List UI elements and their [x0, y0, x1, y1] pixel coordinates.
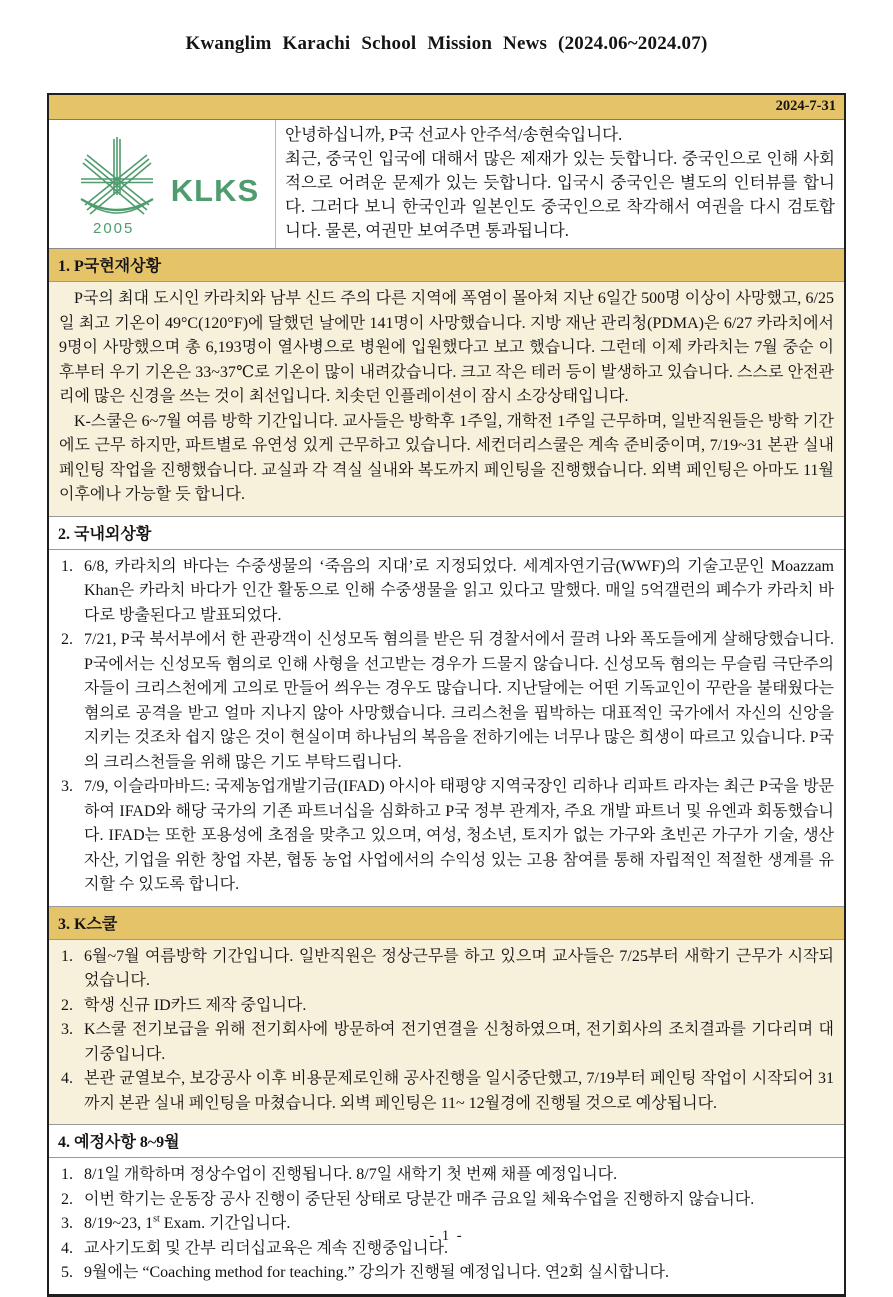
item-text-pre: 8/19~23, 1	[84, 1215, 154, 1232]
list-item	[59, 1018, 834, 1067]
item-number: 3.	[61, 1215, 73, 1232]
item-text-superscript: st	[153, 1213, 160, 1225]
section-4-heading: 4. 예정사항 8~9월	[49, 1125, 844, 1158]
section-1-body	[49, 282, 844, 517]
item-text-post: Exam. 기간입니다.	[159, 1215, 291, 1232]
item-text: 8/1일 개학하며 정상수업이 진행됩니다. 8/7일 새학기 첫 번째 채플 예정입니다.	[84, 1166, 618, 1183]
list-item	[59, 628, 834, 775]
item-number: 4.	[61, 1070, 73, 1087]
list-item	[59, 1261, 834, 1286]
item-number: 1.	[61, 1166, 73, 1183]
section-2-heading: 2. 국내외상황	[49, 517, 844, 550]
item-text: 교사기도회 및 간부 리더십교육은 계속 진행중입니다.	[84, 1239, 449, 1257]
item-text: 7/9, 이슬라마바드: 국제농업개발기금(IFAD) 아시아 태평양 지역국장인 리하나 리파트 라자는 최근 P국을 방문하여 IFAD와 해당 국가의 기존 파트너십을 심화하고 P국 정부 관계자, 주요 개발 파트너 및 유엔과 회동했습니다. IFAD는 또한 포용성에 초점을 맞추고 있으며, 여성, 청소년, 토지가 없는 가구와 초빈곤 가구가 기술, 생산 자산, 기업을 위한 창업 자본, 협동 농업 사업에서의 수익성 있는 고용 참여를 통해 자립적인 적절한 생계를 유지할 수 있도록 합니다.	[84, 778, 834, 893]
list-item	[59, 1188, 834, 1213]
issue-date: 2024-7-31	[49, 95, 844, 120]
section-3-body	[49, 940, 844, 1126]
section-4-body	[49, 1158, 844, 1294]
item-number: 3.	[61, 1021, 73, 1038]
list-item	[59, 775, 834, 898]
page-title: Kwanglim Karachi School Mission News (2024.06~2024.07)	[185, 33, 708, 54]
item-number: 2.	[61, 1190, 73, 1208]
tree-book-icon	[65, 133, 169, 235]
list-item	[59, 945, 834, 994]
item-number: 4.	[61, 1239, 73, 1257]
item-number: 5.	[61, 1264, 73, 1281]
list-item	[59, 1067, 834, 1116]
item-number: 1.	[61, 557, 73, 575]
item-text: 본관 균열보수, 보강공사 이후 비용문제로인해 공사진행을 일시중단했고, 7/19부터 페인팅 작업이 시작되어 31까지 본관 실내 페인팅을 마쳤습니다. 외벽 페인팅은 11~ 12월경에 진행될 것으로 예상됩니다.	[84, 1070, 834, 1112]
item-number: 1.	[61, 947, 73, 965]
item-text: 9월에는 “Coaching method for teaching.” 강의가 진행될 예정입니다. 연2회 실시합니다.	[84, 1264, 669, 1281]
page-number: - 1 -	[429, 1228, 464, 1244]
list-item	[59, 1163, 834, 1188]
section-1-paragraph: P국의 최대 도시인 카라치와 남부 신드 주의 다른 지역에 폭염이 몰아쳐 지난 6일간 500명 이상이 사망했고, 6/25일 최고 기온이 49°C(120°F)에 달했던 날에만 141명이 사망했습니다. 지방 재난 관리청(PDMA)은 6/27 카라치에서 9명이 사망했으며 총 6,193명이 열사병으로 병원에 입원했다고 보고 했습니다. 그런데 이제 카라치는 7월 중순 이후부터 우기 기온은 33~37℃로 기온이 많이 내려갔습니다. 크고 작은 테러 등이 발생하고 있습니다. 스스로 안전관리에 많은 신경을 쓰는 것이 최선입니다. 치솟던 인플레이션이 잠시 소강상태입니다.	[59, 290, 834, 405]
item-number: 2.	[61, 996, 73, 1014]
greeting-line1: 안녕하십니까, P국 선교사 안주석/송현숙입니다.	[285, 125, 623, 144]
item-text: 7/21, P국 북서부에서 한 관광객이 신성모독 혐의를 받은 뒤 경찰서에서 끌려 나와 폭도들에게 살해당했습니다. P국에서는 신성모독 혐의로 인해 사형을 선고받는 경우가 드물지 않습니다. 신성모독 혐의는 무슬림 극단주의자들이 크리스천에게 고의로 만들어 씌우는 경우도 많습니다. 지난달에는 어떤 기독교인이 꾸란을 불태웠다는 혐의로 공격을 받고 얼마 지나지 않아 사망했습니다. 크리스천을 핍박하는 대표적인 국가에서 자신의 신앙을 지키는 것조차 쉽지 않은 것이 현실이며 하나님의 복음을 전하기에는 너무나 많은 희생이 따르고 있습니다. P국의 크리스천들을 위해 많은 기도 부탁드립니다.	[84, 631, 834, 771]
logo-wordmark: KLKS	[170, 173, 260, 208]
item-number: 2.	[61, 631, 73, 648]
greeting-body: 최근, 중국인 입국에 대해서 많은 제재가 있는 듯합니다. 중국인으로 인해 사회적으로 어려운 문제가 있는 듯합니다. 입국시 중국인은 별도의 인터뷰를 합니다. 그러다 보니 한국인과 일본인도 중국인으로 착각해서 여권을 다시 검토합니다. 물론, 여권만 보여주면 통과됩니다.	[285, 149, 835, 240]
klks-logo	[65, 133, 259, 235]
logo-cell	[49, 120, 276, 248]
greeting-text	[276, 120, 844, 248]
section-2-body	[49, 550, 844, 907]
list-item	[59, 994, 834, 1019]
item-text: K스쿨 전기보급을 위해 전기회사에 방문하여 전기연결을 신청하였으며, 전기회사의 조치결과를 기다리며 대기중입니다.	[84, 1021, 834, 1063]
section-1-heading: 1. P국현재상황	[49, 249, 844, 282]
section-1-paragraph: K-스쿨은 6~7월 여름 방학 기간입니다. 교사들은 방학후 1주일, 개학전 1주일 근무하며, 일반직원들은 방학 기간에도 근무 하지만, 파트별로 유연성 있게 근무하고 있습니다. 세컨더리스쿨은 계속 준비중이며, 7/19~31 본관 실내 페인팅 작업을 진행했습니다. 교실과 각 격실 실내와 복도까지 페인팅을 진행했습니다. 외벽 페인팅은 아마도 11월 이후에나 가능할 듯 합니다.	[59, 412, 834, 503]
item-text: 6/8, 카라치의 바다는 수중생물의 ‘죽음의 지대’로 지정되었다. 세계자연기금(WWF)의 기술고문인 Moazzam Khan은 카라치 바다가 인간 활동으로 인해 수중생물을 읽고 있다고 말했다. 매일 5억갤런의 폐수가 카라치 바다로 방출된다고 발표되었다.	[84, 557, 834, 624]
newsletter-table	[47, 93, 846, 1297]
list-item	[59, 555, 834, 629]
item-text: 학생 신규 ID카드 제작 중입니다.	[84, 996, 307, 1014]
intro-row	[49, 120, 844, 249]
logo-year: 2005	[92, 220, 135, 235]
item-text: 6월~7월 여름방학 기간입니다. 일반직원은 정상근무를 하고 있으며 교사들은 7/25부터 새학기 근무가 시작되었습니다.	[84, 947, 834, 989]
item-text: 이번 학기는 운동장 공사 진행이 중단된 상태로 당분간 매주 금요일 체육수업을 진행하지 않습니다.	[84, 1190, 755, 1208]
item-number: 3.	[61, 778, 73, 795]
section-3-heading: 3. K스쿨	[49, 907, 844, 940]
